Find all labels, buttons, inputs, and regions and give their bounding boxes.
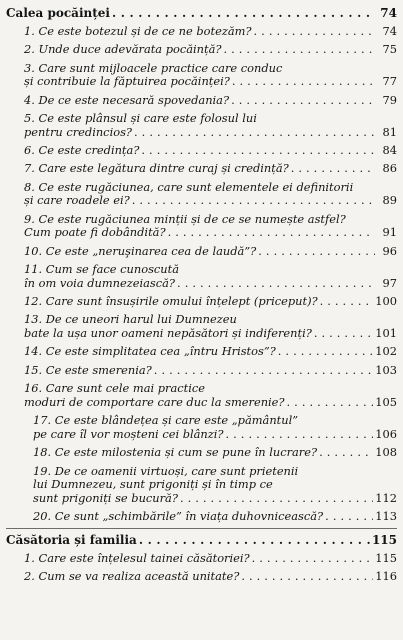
entry-page-number: 102 — [375, 344, 397, 359]
dot-leader — [222, 43, 376, 57]
toc-section-heading[interactable] — [6, 533, 397, 547]
toc-entry[interactable] — [6, 364, 397, 378]
toc-entry[interactable] — [6, 465, 397, 506]
entry-page-number: 81 — [382, 124, 397, 139]
entry-title-line: lui Dumnezeu, sunt prigoniți și în timp ce — [33, 477, 273, 492]
dot-leader — [250, 552, 374, 566]
entry-title-line: 19. De ce oamenii virtuoși, care sunt prietenii — [33, 463, 299, 478]
entry-title-line: 20. Ce sunt „schimbările” în viața duhovnicească? — [33, 509, 324, 524]
entry-title-line: 10. Ce este „neruşinarea cea de laudă”? — [24, 243, 257, 258]
toc-entry[interactable] — [6, 382, 397, 409]
section-page-number: 74 — [380, 6, 397, 20]
entry-page-number: 112 — [375, 490, 397, 505]
dot-leader — [110, 6, 375, 20]
dot-leader — [289, 162, 375, 176]
toc-entry[interactable] — [6, 295, 397, 309]
dot-leader — [178, 492, 373, 506]
section-title: Calea pocăinței — [6, 6, 110, 20]
toc-entry[interactable] — [6, 94, 397, 108]
dot-leader — [137, 533, 370, 547]
toc-entry[interactable] — [6, 43, 397, 57]
entry-page-number: 116 — [375, 568, 397, 583]
section-page-number: 115 — [371, 532, 397, 547]
entry-page-number: 115 — [375, 550, 397, 565]
toc-entry[interactable] — [6, 263, 397, 290]
entry-title-line: 2. Unde duce adevărata pocăință? — [24, 42, 222, 57]
toc-entry[interactable] — [6, 213, 397, 240]
entry-page-number: 108 — [375, 445, 397, 460]
dot-leader — [256, 245, 375, 259]
entry-title-line: 18. Ce este milostenia și cum se pune în lucrare? — [33, 445, 318, 460]
entry-title-line: 1. Care este înțelesul tainei căsătoriei? — [24, 550, 250, 565]
toc-entry[interactable] — [6, 162, 397, 176]
entry-title-line: bate la ușa unor oameni nepăsători și indiferenți? — [24, 326, 312, 341]
toc-entry[interactable] — [6, 112, 397, 139]
entry-page-number: 77 — [382, 74, 397, 89]
entry-page-number: 75 — [382, 42, 397, 57]
entry-page-number: 86 — [382, 161, 397, 176]
dot-leader — [152, 364, 373, 378]
entry-page-number: 106 — [375, 426, 397, 441]
entry-title-line: 15. Ce este smerenia? — [24, 362, 152, 377]
dot-leader — [130, 194, 375, 208]
dot-leader — [239, 570, 373, 584]
entry-page-number: 103 — [375, 362, 397, 377]
entry-page-number: 97 — [382, 275, 397, 290]
entry-page-number: 74 — [382, 23, 397, 38]
entry-page-number: 96 — [382, 243, 397, 258]
dot-leader — [318, 295, 374, 309]
entry-title-line: 17. Ce este blândețea și care este „pământul” — [33, 413, 299, 428]
entry-title-line: moduri de comportare care duc la smerenie? — [24, 394, 285, 409]
entry-page-number: 105 — [375, 394, 397, 409]
dot-leader — [285, 396, 374, 410]
dot-leader — [166, 226, 375, 240]
entry-title-line: 5. Ce este plânsul și care este folosul lui — [24, 110, 257, 125]
entry-title-line: în om voia dumnezeiască? — [24, 275, 176, 290]
dot-leader — [317, 446, 373, 460]
entry-page-number: 101 — [375, 326, 397, 341]
toc-entry[interactable] — [6, 144, 397, 158]
entry-page-number: 100 — [375, 294, 397, 309]
entry-title-line: 11. Cum se face cunoscută — [24, 262, 180, 277]
entry-title-line: și contribuie la făptuirea pocăinței? — [24, 74, 230, 89]
entry-title-line: 14. Ce este simplitatea cea „întru Hristos”? — [24, 344, 276, 359]
entry-title-line: 2. Cum se va realiza această unitate? — [24, 568, 240, 583]
entry-title-line: 6. Ce este credința? — [24, 142, 140, 157]
entry-title-line: 8. Ce este rugăciunea, care sunt elementele ei definitorii — [24, 179, 354, 194]
entry-title-line: sunt prigoniți se bucură? — [33, 490, 178, 505]
toc-entry[interactable] — [6, 414, 397, 441]
dot-leader — [252, 25, 375, 39]
toc-entry[interactable] — [6, 510, 397, 524]
entry-page-number: 89 — [382, 193, 397, 208]
toc-entry[interactable] — [6, 552, 397, 566]
dot-leader — [224, 428, 374, 442]
dot-leader — [230, 75, 375, 89]
entry-page-number: 113 — [375, 509, 397, 524]
entry-title-line: și care roadele ei? — [24, 193, 130, 208]
entry-title-line: Cum poate fi dobândită? — [24, 225, 166, 240]
entry-title-line: 3. Care sunt mijloacele practice care conduc — [24, 60, 283, 75]
toc-entry[interactable] — [6, 345, 397, 359]
section-title: Căsătoria și familia — [6, 532, 137, 547]
entry-title-line: pentru credincios? — [24, 124, 133, 139]
dot-leader — [323, 510, 373, 524]
entry-page-number: 91 — [382, 225, 397, 240]
section-divider — [6, 528, 397, 529]
dot-leader — [276, 345, 373, 359]
entry-title-line: pe care îl vor moșteni cei blânzi? — [33, 426, 224, 441]
entry-title-line: 16. Care sunt cele mai practice — [24, 381, 205, 396]
toc-entry[interactable] — [6, 62, 397, 89]
entry-title-line: 12. Care sunt însușirile omului înțelept (priceput)? — [24, 294, 318, 309]
entry-title-line: 13. De ce uneori harul lui Dumnezeu — [24, 312, 237, 327]
entry-page-number: 84 — [382, 142, 397, 157]
toc-entry[interactable] — [6, 245, 397, 259]
dot-leader — [312, 327, 373, 341]
entry-title-line: 7. Care este legătura dintre curaj și credință? — [24, 161, 289, 176]
dot-leader — [175, 277, 375, 291]
toc-entry[interactable] — [6, 570, 397, 584]
toc-entry[interactable] — [6, 446, 397, 460]
toc-entry[interactable] — [6, 25, 397, 39]
entry-title-line: 4. De ce este necesară spovedania? — [24, 92, 230, 107]
entry-page-number: 79 — [382, 92, 397, 107]
entry-title-line: 9. Ce este rugăciunea minții și de ce se numește astfel? — [24, 211, 346, 226]
toc-entry[interactable] — [6, 313, 397, 340]
toc-section-heading[interactable] — [6, 6, 397, 20]
dot-leader — [229, 94, 375, 108]
dot-leader — [139, 144, 375, 158]
entry-title-line: 1. Ce este botezul și de ce ne botezăm? — [24, 23, 252, 38]
dot-leader — [132, 126, 375, 140]
toc-entry[interactable] — [6, 181, 397, 208]
